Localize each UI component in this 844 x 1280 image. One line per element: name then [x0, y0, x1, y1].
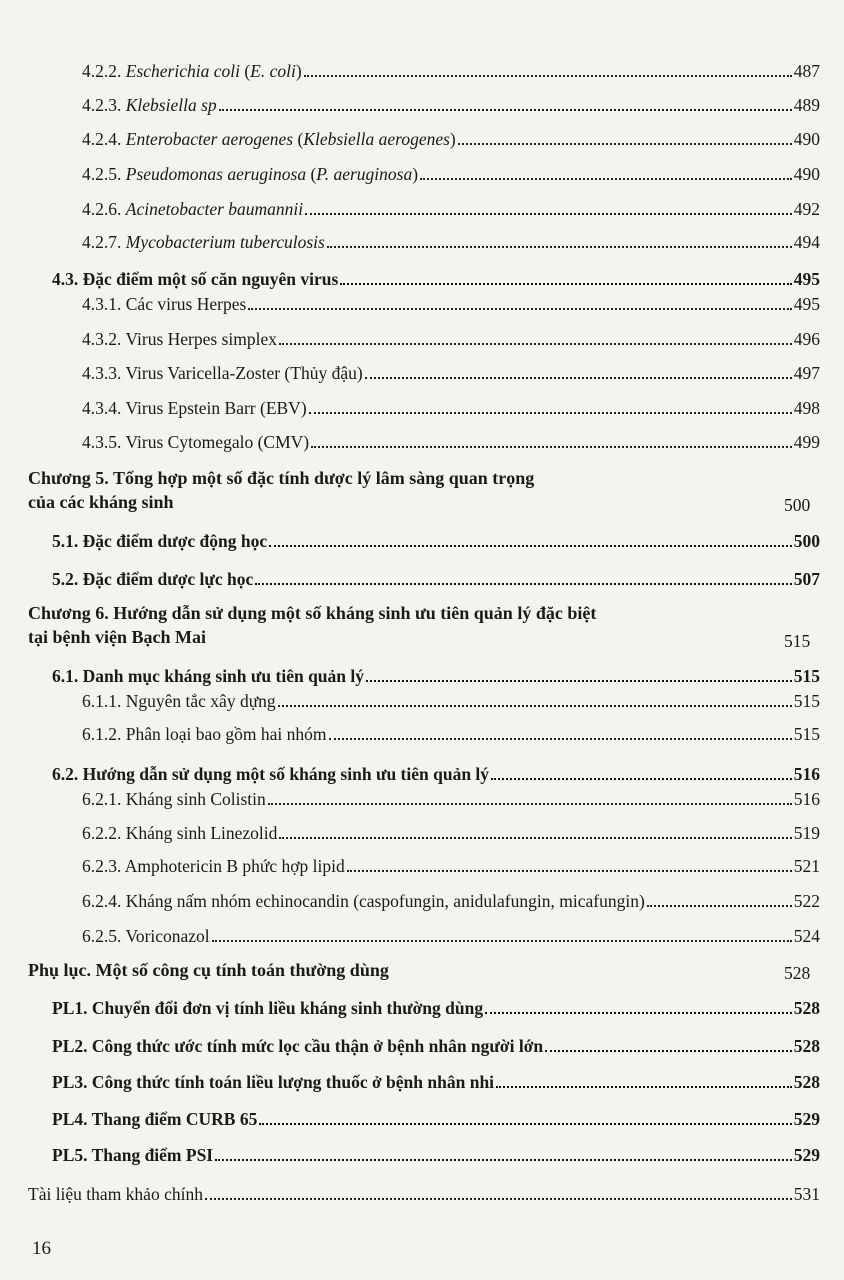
toc-entry[interactable] — [52, 665, 820, 687]
toc-entry-page: 519 — [793, 823, 820, 843]
toc-entry-title-part: Đặc điểm một số căn nguyên virus — [82, 269, 339, 289]
toc-entry-title — [52, 665, 364, 687]
toc-entry-number: PL5. — [52, 1145, 88, 1165]
toc-entry-title — [82, 231, 325, 253]
toc-entry-number: 6.2.4. — [82, 891, 122, 911]
toc-entry-title-part: Klebsiella sp — [125, 95, 217, 115]
toc-entry[interactable] — [82, 690, 820, 712]
toc-entry-number: PL3. — [52, 1072, 88, 1092]
dot-leader — [205, 1198, 792, 1200]
toc-entry-number: 4.2.4. — [82, 129, 122, 149]
toc-entry[interactable] — [82, 60, 820, 82]
toc-entry-number: 4.2.5. — [82, 164, 122, 184]
toc-entry-number: 4.2.3. — [82, 95, 122, 115]
dot-leader — [255, 583, 791, 585]
toc-entry-title-part: ) — [412, 164, 419, 184]
toc-entry-page: 529 — [793, 1145, 820, 1165]
toc-entry-title — [82, 925, 210, 947]
toc-entry[interactable] — [82, 397, 820, 419]
toc-entry-title — [82, 397, 307, 419]
toc-entry-title-part: Các virus Herpes — [125, 294, 247, 314]
toc-entry[interactable] — [82, 431, 820, 453]
toc-entry-title — [28, 1183, 203, 1205]
toc-entry-page: 528 — [793, 1072, 820, 1092]
toc-entry-number: 6.2.2. — [82, 823, 122, 843]
toc-entry-page: 528 — [793, 1036, 820, 1056]
toc-entry-number: 6.1.2. — [82, 724, 122, 744]
dot-leader — [259, 1123, 791, 1125]
toc-entry-title-part: Thang điểm CURB 65 — [91, 1109, 258, 1129]
toc-entry[interactable] — [82, 94, 820, 116]
chapter-page: 528 — [784, 963, 811, 983]
toc-entry-number: 4.3.3. — [82, 363, 122, 383]
toc-entry-number: PL4. — [52, 1109, 88, 1129]
chapter-heading[interactable] — [28, 466, 534, 514]
toc-entry-title-part: Hướng dẫn sử dụng một số kháng sinh ưu tiên quản lý — [82, 764, 490, 784]
toc-entry-title — [82, 690, 276, 712]
chapter-page: 515 — [784, 631, 811, 651]
chapter-title-line: Chương 5. Tổng hợp một số đặc tính dược lý lâm sàng quan trọng — [28, 468, 535, 488]
toc-entry[interactable] — [52, 1071, 820, 1093]
page-number: 16 — [32, 1238, 51, 1259]
toc-entry[interactable] — [82, 293, 820, 315]
toc-entry-title — [82, 362, 363, 384]
chapter-page: 500 — [784, 495, 811, 515]
toc-entry-title-part: Virus Cytomegalo (CMV) — [125, 432, 310, 452]
toc-entry-page: 494 — [793, 232, 820, 252]
toc-entry-title — [52, 268, 338, 290]
toc-entry-title-part: ( — [306, 164, 317, 184]
toc-entry-title — [82, 890, 645, 912]
toc-entry[interactable] — [28, 1183, 820, 1205]
toc-entry-title-part: Enterobacter aerogenes — [125, 129, 294, 149]
toc-entry-page: 507 — [793, 569, 820, 589]
toc-entry[interactable] — [52, 1108, 820, 1130]
toc-entry[interactable] — [82, 362, 820, 384]
toc-entry-number: 4.2.7. — [82, 232, 122, 252]
toc-entry-title-part: Virus Varicella-Zoster (Thủy đậu) — [125, 363, 363, 383]
toc-entry[interactable] — [52, 763, 820, 785]
toc-entry-page: 516 — [793, 764, 820, 784]
toc-entry-title-part: Đặc điểm dược động học — [82, 531, 268, 551]
dot-leader — [329, 738, 792, 740]
toc-entry-title-part: Nguyên tắc xây dựng — [125, 691, 276, 711]
toc-entry-title — [82, 293, 246, 315]
dot-leader — [278, 705, 792, 707]
toc-entry-title-part: ( — [293, 129, 304, 149]
toc-entry-title-part: ( — [239, 61, 251, 81]
dot-leader — [485, 1012, 792, 1014]
toc-entry-page: 516 — [793, 789, 820, 809]
toc-entry-title — [82, 788, 266, 810]
toc-entry[interactable] — [82, 328, 820, 350]
dot-leader — [305, 213, 792, 215]
toc-entry-title — [82, 198, 303, 220]
toc-entry-page: 489 — [793, 95, 820, 115]
toc-entry-number: 6.2.1. — [82, 789, 122, 809]
toc-entry-title-part: ) — [295, 61, 302, 81]
dot-leader — [248, 308, 791, 310]
chapter-title-line: Phụ lục. Một số công cụ tính toán thường dùng — [28, 960, 389, 980]
chapter-title-line: Chương 6. Hướng dẫn sử dụng một số kháng sinh ưu tiên quản lý đặc biệt — [28, 603, 597, 623]
toc-entry-page: 528 — [793, 998, 820, 1018]
toc-entry[interactable] — [52, 530, 820, 552]
toc-entry-title-part: Acinetobacter baumannii — [125, 199, 304, 219]
toc-entry-number: PL1. — [52, 998, 88, 1018]
dot-leader — [268, 803, 792, 805]
toc-entry-title — [82, 94, 217, 116]
toc-entry-title-part: Klebsiella aerogenes — [303, 129, 450, 149]
toc-entry[interactable] — [52, 1035, 820, 1057]
chapter-title-line: tại bệnh viện Bạch Mai — [28, 627, 207, 647]
dot-leader — [215, 1159, 792, 1161]
toc-entry[interactable] — [82, 163, 820, 185]
toc-entry-title-part: Phân loại bao gồm hai nhóm — [125, 724, 327, 744]
toc-entry-page: 515 — [793, 666, 820, 686]
toc-entry-title — [52, 530, 267, 552]
toc-entry-title-part: Amphotericin B phức hợp lipid — [124, 856, 345, 876]
toc-entry-title — [52, 568, 253, 590]
toc-entry-title — [82, 128, 456, 150]
toc-entry-page: 497 — [793, 363, 820, 383]
toc-entry[interactable] — [82, 822, 820, 844]
dot-leader — [647, 905, 792, 907]
toc-entry-page: 522 — [793, 891, 820, 911]
chapter-heading[interactable] — [28, 601, 596, 649]
toc-entry[interactable] — [82, 128, 820, 150]
toc-entry-number: 4.3.2. — [82, 329, 122, 349]
toc-entry-number: 4.3.1. — [82, 294, 122, 314]
toc-entry-title-part: Kháng nấm nhóm echinocandin (caspofungin, anidulafungin, micafungin) — [125, 891, 645, 911]
toc-entry-page: 492 — [793, 199, 820, 219]
chapter-title-line: của các kháng sinh — [28, 492, 174, 512]
toc-entry-title-part: ) — [449, 129, 456, 149]
dot-leader — [311, 446, 792, 448]
toc-entry[interactable] — [52, 268, 820, 290]
toc-entry-number: 6.1.1. — [82, 691, 122, 711]
toc-entry[interactable] — [82, 788, 820, 810]
toc-entry-title — [82, 822, 277, 844]
toc-entry-title-part: Danh mục kháng sinh ưu tiên quản lý — [82, 666, 365, 686]
toc-entry-page: 531 — [793, 1184, 820, 1204]
toc-entry-number: 4.2.2. — [82, 61, 122, 81]
toc-entry-number: 6.2. — [52, 764, 79, 784]
toc-entry-number: 6.2.3. — [82, 856, 122, 876]
toc-entry-number: 4.3.5. — [82, 432, 122, 452]
dot-leader — [269, 545, 792, 547]
toc-entry[interactable] — [82, 198, 820, 220]
toc-entry-page: 521 — [793, 856, 820, 876]
toc-entry-page: 500 — [793, 531, 820, 551]
toc-entry[interactable] — [82, 723, 820, 745]
toc-entry-title — [52, 997, 483, 1019]
toc-entry-page: 495 — [793, 294, 820, 314]
dot-leader — [279, 343, 792, 345]
toc-entry-number: 6.1. — [52, 666, 79, 686]
toc-entry-number: 4.3. — [52, 269, 79, 289]
toc-entry-number: 5.1. — [52, 531, 79, 551]
toc-entry[interactable] — [52, 997, 820, 1019]
toc-entry-title-part: Mycobacterium tuberculosis — [125, 232, 325, 252]
toc-entry[interactable] — [82, 231, 820, 253]
toc-entry-page: 515 — [793, 691, 820, 711]
dot-leader — [279, 837, 791, 839]
toc-entry-title-part: Virus Epstein Barr (EBV) — [125, 398, 307, 418]
toc-entry-page: 495 — [793, 269, 820, 289]
toc-entry-title — [82, 60, 302, 82]
toc-entry[interactable] — [52, 1144, 820, 1166]
dot-leader — [327, 246, 792, 248]
toc-entry-title-part: Đặc điểm dược lực học — [82, 569, 254, 589]
toc-entry-title-part: Kháng sinh Colistin — [125, 789, 266, 809]
toc-entry-page: 496 — [793, 329, 820, 349]
dot-leader — [340, 283, 791, 285]
toc-entry-page: 487 — [793, 61, 820, 81]
toc-entry[interactable] — [82, 890, 820, 912]
toc-entry[interactable] — [52, 568, 820, 590]
toc-entry-title-part: Virus Herpes simplex — [125, 329, 277, 349]
dot-leader — [309, 412, 792, 414]
toc-entry-title-part: Thang điểm PSI — [91, 1145, 214, 1165]
toc-entry-title-part: E. coli — [250, 61, 296, 81]
dot-leader — [365, 377, 792, 379]
toc-entry[interactable] — [82, 855, 820, 877]
dot-leader — [545, 1050, 792, 1052]
dot-leader — [420, 178, 792, 180]
toc-entry-title-part: Chuyển đổi đơn vị tính liều kháng sinh thường dùng — [91, 998, 484, 1018]
dot-leader — [347, 870, 792, 872]
toc-entry-page: 490 — [793, 164, 820, 184]
dot-leader — [219, 109, 792, 111]
toc-entry-title — [82, 328, 277, 350]
toc-entry-number: 4.2.6. — [82, 199, 122, 219]
toc-entry-page: 499 — [793, 432, 820, 452]
toc-entry-page: 515 — [793, 724, 820, 744]
chapter-heading[interactable] — [28, 958, 389, 982]
toc-entry-title-part: Công thức ước tính mức lọc cầu thận ở bệnh nhân người lớn — [91, 1036, 544, 1056]
toc-entry-title — [82, 163, 418, 185]
toc-entry-number: 5.2. — [52, 569, 79, 589]
dot-leader — [366, 680, 792, 682]
toc-entry-title-part: Công thức tính toán liều lượng thuốc ở bệnh nhân nhi — [91, 1072, 495, 1092]
dot-leader — [304, 75, 792, 77]
toc-entry-title-part: Kháng sinh Linezolid — [125, 823, 278, 843]
toc-entry-number: 6.2.5. — [82, 926, 122, 946]
toc-entry-title-part: P. aeruginosa — [316, 164, 413, 184]
toc-entry[interactable] — [82, 925, 820, 947]
toc-entry-title — [52, 1144, 213, 1166]
toc-entry-page: 498 — [793, 398, 820, 418]
dot-leader — [491, 778, 792, 780]
toc-entry-page: 490 — [793, 129, 820, 149]
toc-entry-page: 524 — [793, 926, 820, 946]
toc-entry-title — [52, 763, 489, 785]
toc-entry-title — [52, 1035, 543, 1057]
dot-leader — [458, 143, 792, 145]
dot-leader — [496, 1086, 792, 1088]
toc-entry-title-part: Tài liệu tham khảo chính — [28, 1184, 203, 1204]
toc-entry-number: 4.3.4. — [82, 398, 122, 418]
toc-entry-title — [82, 855, 345, 877]
toc-entry-title — [82, 431, 309, 453]
toc-entry-title-part: Voriconazol — [125, 926, 210, 946]
toc-entry-title — [52, 1108, 257, 1130]
toc-entry-title — [52, 1071, 494, 1093]
toc-entry-page: 529 — [793, 1109, 820, 1129]
toc-entry-number: PL2. — [52, 1036, 88, 1056]
toc-entry-title — [82, 723, 327, 745]
dot-leader — [212, 940, 792, 942]
toc-entry-title-part: Escherichia coli — [125, 61, 240, 81]
toc-entry-title-part: Pseudomonas aeruginosa — [125, 164, 307, 184]
